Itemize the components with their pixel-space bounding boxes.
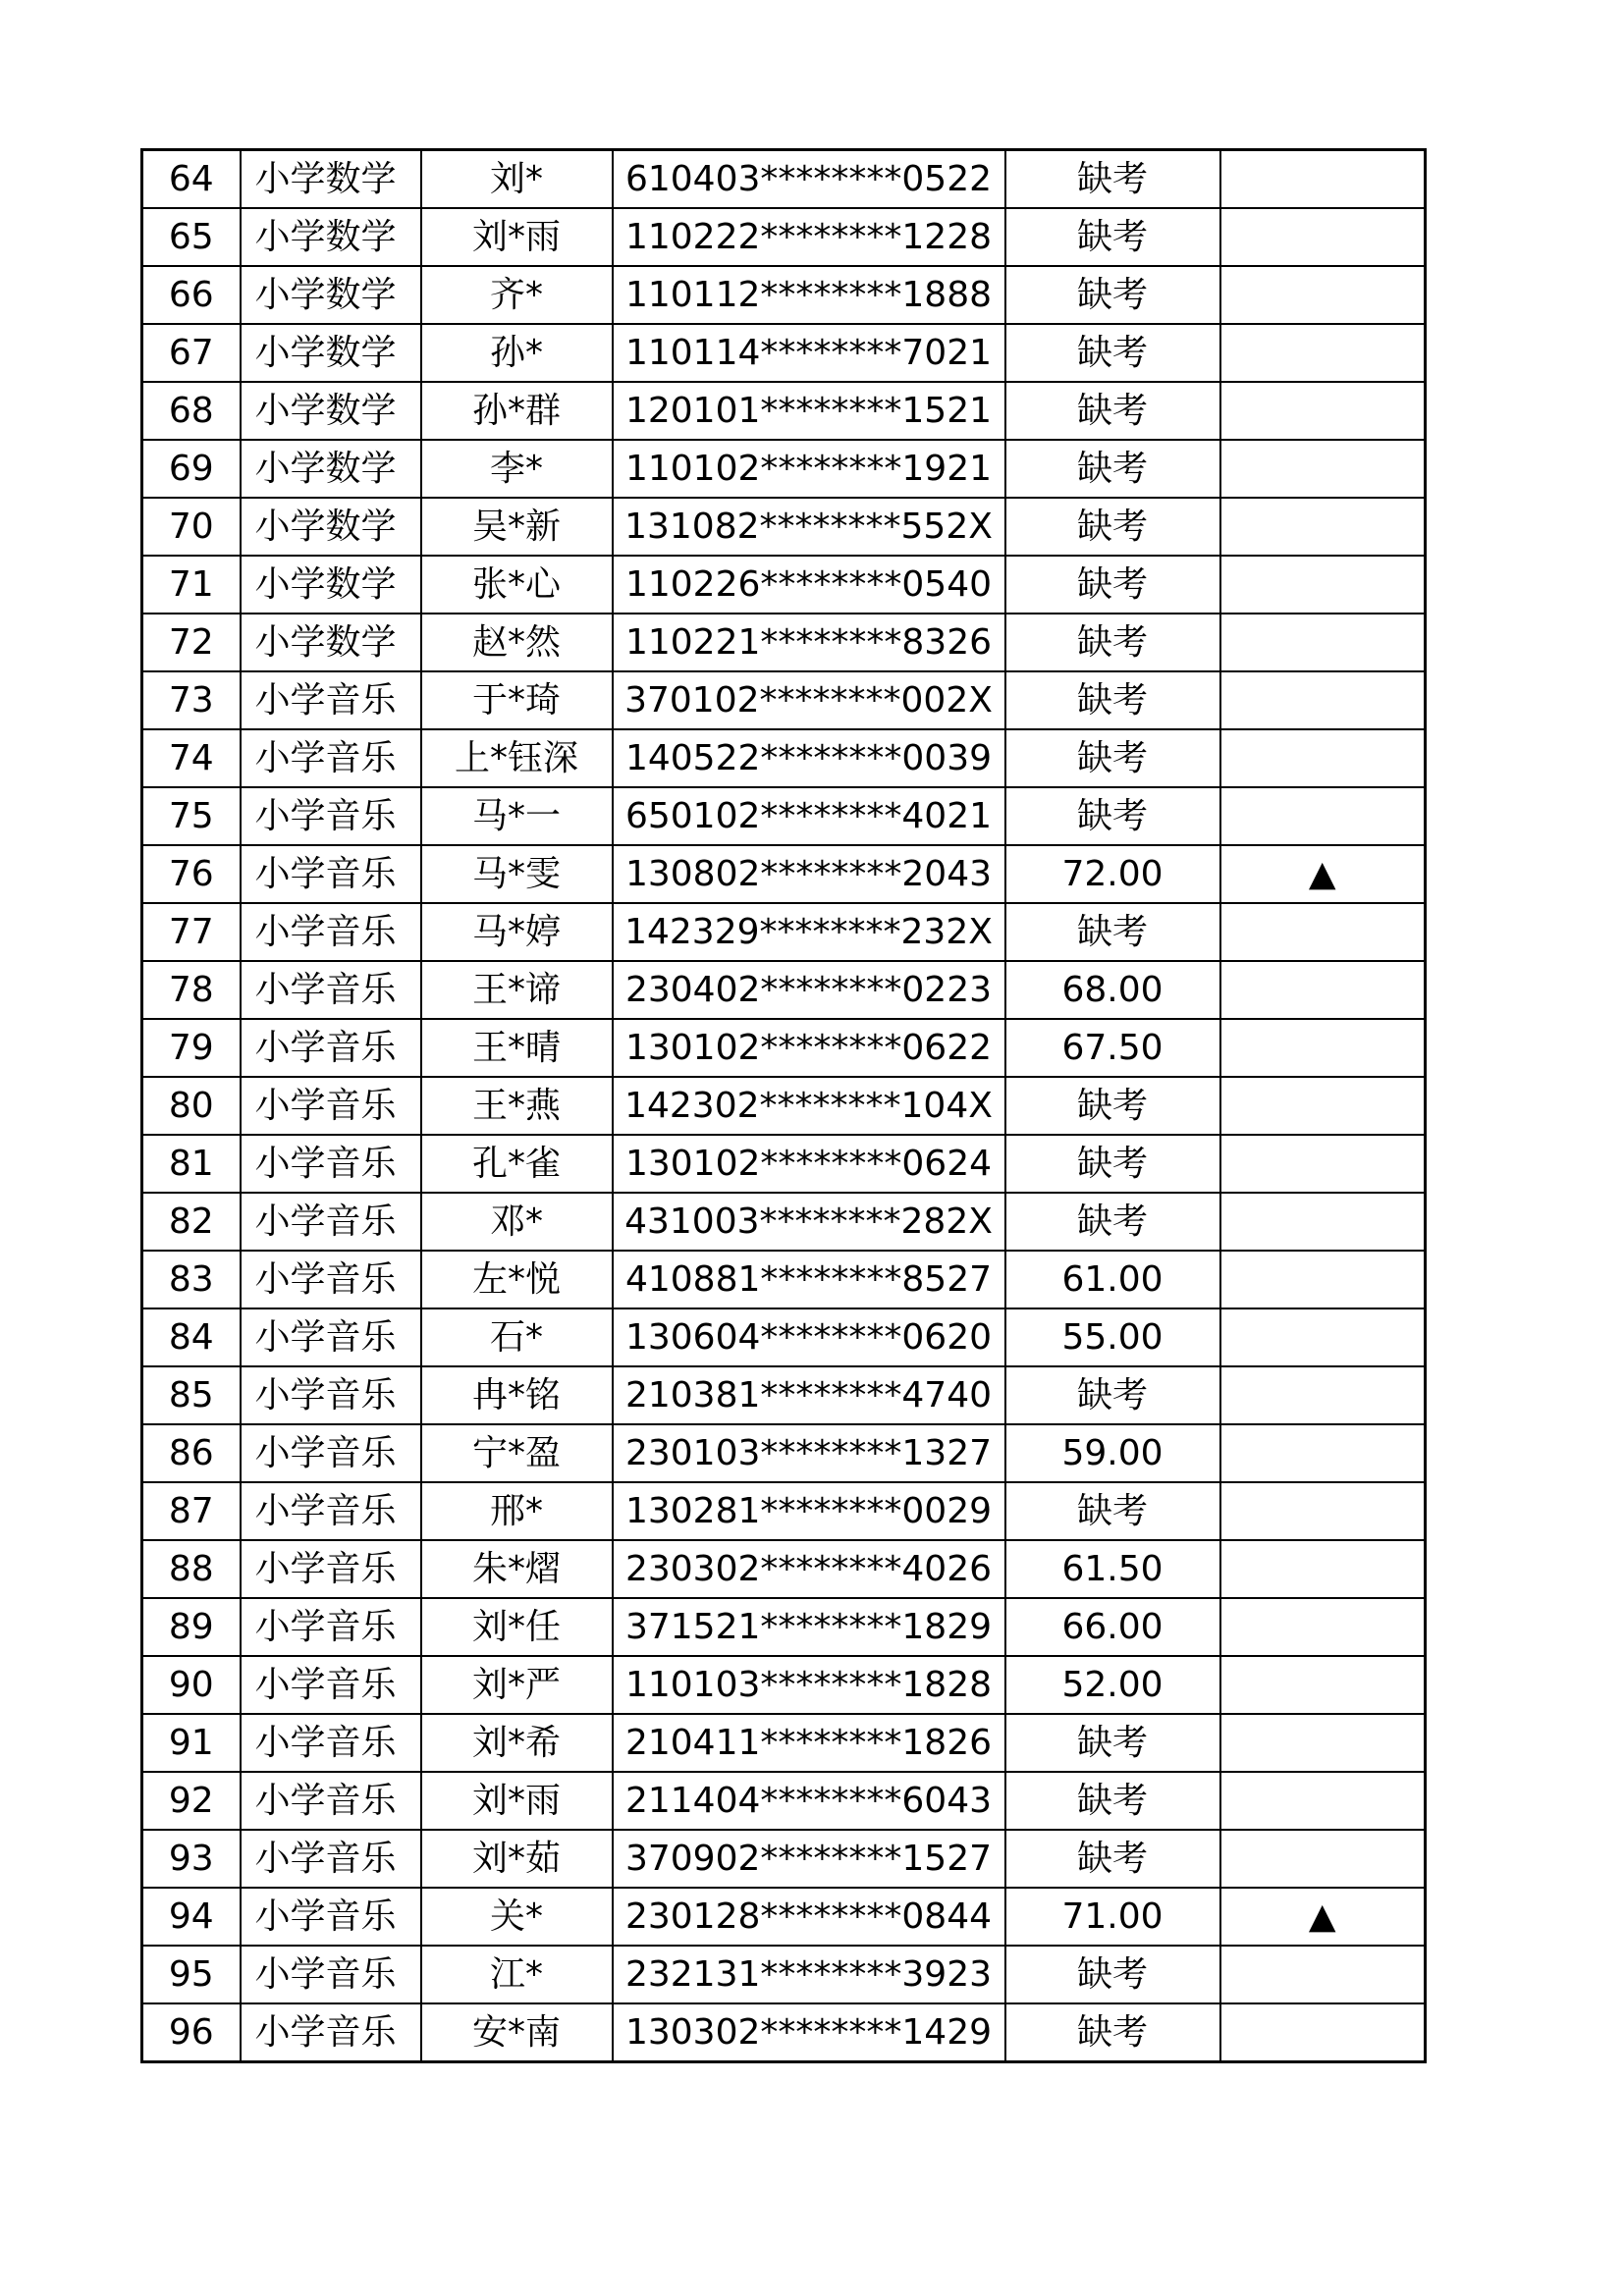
name-cell: 刘*雨 — [421, 208, 613, 266]
score-cell: 55.00 — [1005, 1308, 1220, 1366]
id-number-cell: 431003********282X — [613, 1193, 1005, 1251]
score-cell: 缺考 — [1005, 903, 1220, 961]
score-cell: 缺考 — [1005, 1714, 1220, 1772]
subject-cell: 小学数学 — [241, 440, 421, 498]
mark-cell — [1220, 1772, 1426, 1830]
subject-cell: 小学音乐 — [241, 1888, 421, 1946]
name-cell: 安*南 — [421, 2003, 613, 2062]
row-number-cell: 70 — [142, 498, 241, 556]
name-cell: 于*琦 — [421, 671, 613, 729]
subject-cell: 小学音乐 — [241, 1135, 421, 1193]
score-cell: 61.50 — [1005, 1540, 1220, 1598]
row-number-cell: 66 — [142, 266, 241, 324]
name-cell: 齐* — [421, 266, 613, 324]
row-number-cell: 91 — [142, 1714, 241, 1772]
table-row — [142, 845, 1426, 903]
id-number-cell: 142302********104X — [613, 1077, 1005, 1135]
subject-cell: 小学音乐 — [241, 1251, 421, 1308]
score-cell: 缺考 — [1005, 1946, 1220, 2003]
name-cell: 朱*熠 — [421, 1540, 613, 1598]
subject-cell: 小学数学 — [241, 324, 421, 382]
row-number-cell: 95 — [142, 1946, 241, 2003]
id-number-cell: 230302********4026 — [613, 1540, 1005, 1598]
id-number-cell: 130802********2043 — [613, 845, 1005, 903]
id-number-cell: 230128********0844 — [613, 1888, 1005, 1946]
row-number-cell: 90 — [142, 1656, 241, 1714]
name-cell: 马*雯 — [421, 845, 613, 903]
mark-cell — [1220, 498, 1426, 556]
row-number-cell: 75 — [142, 787, 241, 845]
table-row — [142, 266, 1426, 324]
subject-cell: 小学数学 — [241, 556, 421, 614]
name-cell: 吴*新 — [421, 498, 613, 556]
id-number-cell: 370102********002X — [613, 671, 1005, 729]
score-cell: 71.00 — [1005, 1888, 1220, 1946]
mark-cell — [1220, 1598, 1426, 1656]
id-number-cell: 110103********1828 — [613, 1656, 1005, 1714]
id-number-cell: 370902********1527 — [613, 1830, 1005, 1888]
mark-cell — [1220, 903, 1426, 961]
id-number-cell: 230103********1327 — [613, 1424, 1005, 1482]
mark-cell: ▲ — [1220, 845, 1426, 903]
results-table — [140, 148, 1427, 2063]
id-number-cell: 110112********1888 — [613, 266, 1005, 324]
mark-cell — [1220, 556, 1426, 614]
table-row — [142, 1540, 1426, 1598]
id-number-cell: 210411********1826 — [613, 1714, 1005, 1772]
subject-cell: 小学音乐 — [241, 845, 421, 903]
table-row — [142, 1598, 1426, 1656]
score-cell: 缺考 — [1005, 208, 1220, 266]
score-cell: 52.00 — [1005, 1656, 1220, 1714]
row-number-cell: 94 — [142, 1888, 241, 1946]
score-cell: 72.00 — [1005, 845, 1220, 903]
table-row — [142, 671, 1426, 729]
score-cell: 缺考 — [1005, 1830, 1220, 1888]
mark-cell — [1220, 1656, 1426, 1714]
score-cell: 缺考 — [1005, 1077, 1220, 1135]
score-cell: 68.00 — [1005, 961, 1220, 1019]
score-cell: 缺考 — [1005, 671, 1220, 729]
row-number-cell: 77 — [142, 903, 241, 961]
subject-cell: 小学音乐 — [241, 1540, 421, 1598]
score-cell: 缺考 — [1005, 1482, 1220, 1540]
mark-cell — [1220, 266, 1426, 324]
mark-cell — [1220, 1830, 1426, 1888]
mark-cell — [1220, 324, 1426, 382]
table-row — [142, 1482, 1426, 1540]
subject-cell: 小学音乐 — [241, 1366, 421, 1424]
row-number-cell: 72 — [142, 614, 241, 671]
table-row — [142, 787, 1426, 845]
name-cell: 左*悦 — [421, 1251, 613, 1308]
table-row — [142, 1135, 1426, 1193]
subject-cell: 小学数学 — [241, 614, 421, 671]
subject-cell: 小学音乐 — [241, 787, 421, 845]
name-cell: 刘*雨 — [421, 1772, 613, 1830]
score-cell: 缺考 — [1005, 382, 1220, 440]
row-number-cell: 68 — [142, 382, 241, 440]
row-number-cell: 86 — [142, 1424, 241, 1482]
row-number-cell: 78 — [142, 961, 241, 1019]
row-number-cell: 80 — [142, 1077, 241, 1135]
table-row — [142, 1656, 1426, 1714]
row-number-cell: 89 — [142, 1598, 241, 1656]
id-number-cell: 130102********0624 — [613, 1135, 1005, 1193]
mark-cell — [1220, 1193, 1426, 1251]
table-row — [142, 903, 1426, 961]
id-number-cell: 232131********3923 — [613, 1946, 1005, 2003]
id-number-cell: 211404********6043 — [613, 1772, 1005, 1830]
id-number-cell: 371521********1829 — [613, 1598, 1005, 1656]
mark-cell — [1220, 1366, 1426, 1424]
mark-cell — [1220, 614, 1426, 671]
score-cell: 缺考 — [1005, 729, 1220, 787]
name-cell: 赵*然 — [421, 614, 613, 671]
row-number-cell: 67 — [142, 324, 241, 382]
row-number-cell: 96 — [142, 2003, 241, 2062]
mark-cell — [1220, 1482, 1426, 1540]
score-cell: 缺考 — [1005, 1135, 1220, 1193]
mark-cell — [1220, 1077, 1426, 1135]
table-row — [142, 1424, 1426, 1482]
table-row — [142, 556, 1426, 614]
subject-cell: 小学数学 — [241, 208, 421, 266]
name-cell: 张*心 — [421, 556, 613, 614]
mark-cell — [1220, 1251, 1426, 1308]
id-number-cell: 110102********1921 — [613, 440, 1005, 498]
table-row — [142, 1888, 1426, 1946]
mark-cell — [1220, 1714, 1426, 1772]
mark-cell — [1220, 440, 1426, 498]
id-number-cell: 130302********1429 — [613, 2003, 1005, 2062]
name-cell: 江* — [421, 1946, 613, 2003]
mark-cell — [1220, 382, 1426, 440]
subject-cell: 小学音乐 — [241, 1424, 421, 1482]
row-number-cell: 93 — [142, 1830, 241, 1888]
name-cell: 孙* — [421, 324, 613, 382]
id-number-cell: 230402********0223 — [613, 961, 1005, 1019]
table-body — [142, 150, 1426, 2062]
subject-cell: 小学音乐 — [241, 1482, 421, 1540]
table-row — [142, 440, 1426, 498]
mark-cell — [1220, 1135, 1426, 1193]
name-cell: 关* — [421, 1888, 613, 1946]
row-number-cell: 71 — [142, 556, 241, 614]
name-cell: 邢* — [421, 1482, 613, 1540]
score-cell: 67.50 — [1005, 1019, 1220, 1077]
mark-cell — [1220, 150, 1426, 209]
row-number-cell: 69 — [142, 440, 241, 498]
id-number-cell: 210381********4740 — [613, 1366, 1005, 1424]
table-row — [142, 1308, 1426, 1366]
mark-cell — [1220, 1946, 1426, 2003]
id-number-cell: 142329********232X — [613, 903, 1005, 961]
row-number-cell: 74 — [142, 729, 241, 787]
subject-cell: 小学数学 — [241, 498, 421, 556]
table-row — [142, 498, 1426, 556]
id-number-cell: 140522********0039 — [613, 729, 1005, 787]
mark-cell — [1220, 2003, 1426, 2062]
table-row — [142, 1366, 1426, 1424]
table-row — [142, 1251, 1426, 1308]
id-number-cell: 650102********4021 — [613, 787, 1005, 845]
row-number-cell: 85 — [142, 1366, 241, 1424]
table-row — [142, 729, 1426, 787]
mark-cell — [1220, 1308, 1426, 1366]
name-cell: 孙*群 — [421, 382, 613, 440]
name-cell: 邓* — [421, 1193, 613, 1251]
score-cell: 缺考 — [1005, 324, 1220, 382]
subject-cell: 小学音乐 — [241, 1019, 421, 1077]
mark-cell — [1220, 787, 1426, 845]
id-number-cell: 120101********1521 — [613, 382, 1005, 440]
row-number-cell: 92 — [142, 1772, 241, 1830]
subject-cell: 小学音乐 — [241, 1772, 421, 1830]
row-number-cell: 81 — [142, 1135, 241, 1193]
table-row — [142, 1830, 1426, 1888]
subject-cell: 小学音乐 — [241, 671, 421, 729]
row-number-cell: 83 — [142, 1251, 241, 1308]
score-cell: 缺考 — [1005, 614, 1220, 671]
mark-cell — [1220, 671, 1426, 729]
row-number-cell: 82 — [142, 1193, 241, 1251]
score-cell: 缺考 — [1005, 787, 1220, 845]
id-number-cell: 410881********8527 — [613, 1251, 1005, 1308]
score-cell: 缺考 — [1005, 266, 1220, 324]
table-row — [142, 1946, 1426, 2003]
score-cell: 59.00 — [1005, 1424, 1220, 1482]
mark-cell — [1220, 1424, 1426, 1482]
row-number-cell: 73 — [142, 671, 241, 729]
name-cell: 宁*盈 — [421, 1424, 613, 1482]
name-cell: 刘*严 — [421, 1656, 613, 1714]
name-cell: 马*一 — [421, 787, 613, 845]
subject-cell: 小学数学 — [241, 150, 421, 209]
mark-cell — [1220, 208, 1426, 266]
name-cell: 刘*希 — [421, 1714, 613, 1772]
name-cell: 王*燕 — [421, 1077, 613, 1135]
score-cell: 缺考 — [1005, 440, 1220, 498]
subject-cell: 小学音乐 — [241, 961, 421, 1019]
subject-cell: 小学音乐 — [241, 1946, 421, 2003]
row-number-cell: 76 — [142, 845, 241, 903]
table-row — [142, 2003, 1426, 2062]
name-cell: 李* — [421, 440, 613, 498]
subject-cell: 小学音乐 — [241, 1656, 421, 1714]
name-cell: 王*谛 — [421, 961, 613, 1019]
id-number-cell: 130281********0029 — [613, 1482, 1005, 1540]
score-cell: 66.00 — [1005, 1598, 1220, 1656]
id-number-cell: 130102********0622 — [613, 1019, 1005, 1077]
table-row — [142, 208, 1426, 266]
subject-cell: 小学音乐 — [241, 1193, 421, 1251]
score-cell: 缺考 — [1005, 498, 1220, 556]
subject-cell: 小学音乐 — [241, 1830, 421, 1888]
name-cell: 马*婷 — [421, 903, 613, 961]
table-row — [142, 1193, 1426, 1251]
id-number-cell: 110221********8326 — [613, 614, 1005, 671]
name-cell: 孔*雀 — [421, 1135, 613, 1193]
subject-cell: 小学音乐 — [241, 2003, 421, 2062]
score-cell: 缺考 — [1005, 1193, 1220, 1251]
table-row — [142, 324, 1426, 382]
table-row — [142, 1077, 1426, 1135]
row-number-cell: 79 — [142, 1019, 241, 1077]
name-cell: 刘*任 — [421, 1598, 613, 1656]
mark-cell — [1220, 1019, 1426, 1077]
row-number-cell: 87 — [142, 1482, 241, 1540]
id-number-cell: 130604********0620 — [613, 1308, 1005, 1366]
table-row — [142, 614, 1426, 671]
name-cell: 刘* — [421, 150, 613, 209]
row-number-cell: 64 — [142, 150, 241, 209]
score-cell: 缺考 — [1005, 1772, 1220, 1830]
subject-cell: 小学数学 — [241, 382, 421, 440]
mark-cell — [1220, 729, 1426, 787]
name-cell: 上*钰深 — [421, 729, 613, 787]
table-row — [142, 961, 1426, 1019]
row-number-cell: 88 — [142, 1540, 241, 1598]
id-number-cell: 110222********1228 — [613, 208, 1005, 266]
subject-cell: 小学音乐 — [241, 729, 421, 787]
subject-cell: 小学音乐 — [241, 1714, 421, 1772]
id-number-cell: 131082********552X — [613, 498, 1005, 556]
id-number-cell: 110226********0540 — [613, 556, 1005, 614]
mark-cell: ▲ — [1220, 1888, 1426, 1946]
subject-cell: 小学数学 — [241, 266, 421, 324]
score-cell: 61.00 — [1005, 1251, 1220, 1308]
score-cell: 缺考 — [1005, 1366, 1220, 1424]
name-cell: 石* — [421, 1308, 613, 1366]
mark-cell — [1220, 961, 1426, 1019]
name-cell: 刘*茹 — [421, 1830, 613, 1888]
name-cell: 冉*铭 — [421, 1366, 613, 1424]
score-cell: 缺考 — [1005, 150, 1220, 209]
score-cell: 缺考 — [1005, 2003, 1220, 2062]
mark-cell — [1220, 1540, 1426, 1598]
table-row — [142, 1772, 1426, 1830]
table-row — [142, 382, 1426, 440]
id-number-cell: 110114********7021 — [613, 324, 1005, 382]
subject-cell: 小学音乐 — [241, 903, 421, 961]
row-number-cell: 65 — [142, 208, 241, 266]
table-row — [142, 1714, 1426, 1772]
score-cell: 缺考 — [1005, 556, 1220, 614]
subject-cell: 小学音乐 — [241, 1077, 421, 1135]
id-number-cell: 610403********0522 — [613, 150, 1005, 209]
subject-cell: 小学音乐 — [241, 1598, 421, 1656]
name-cell: 王*晴 — [421, 1019, 613, 1077]
subject-cell: 小学音乐 — [241, 1308, 421, 1366]
row-number-cell: 84 — [142, 1308, 241, 1366]
table-row — [142, 150, 1426, 209]
table-row — [142, 1019, 1426, 1077]
